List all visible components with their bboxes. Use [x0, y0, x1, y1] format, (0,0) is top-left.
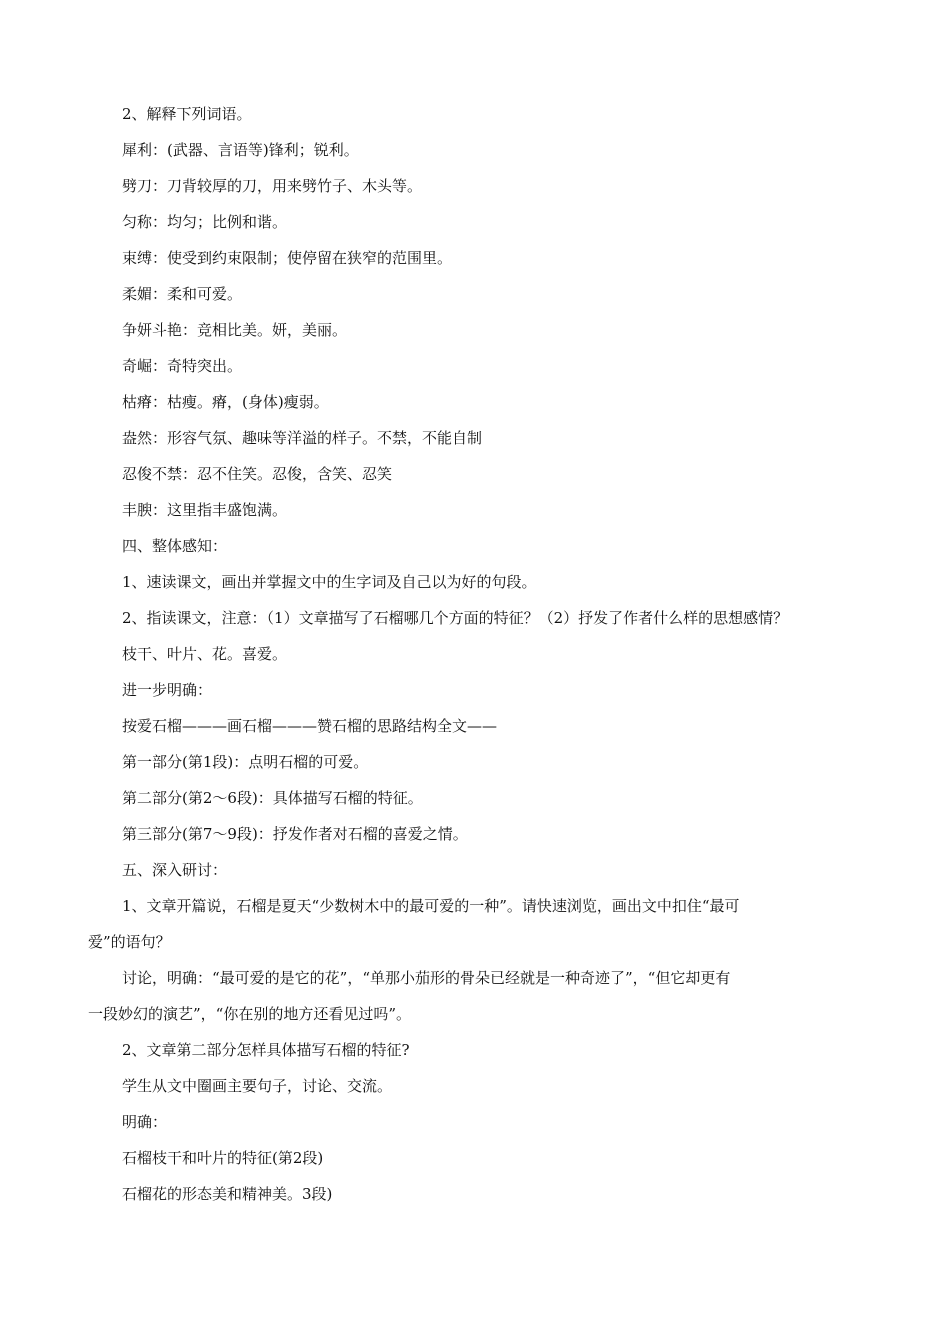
text-line: 四、整体感知： [122, 537, 228, 555]
text-line: 石榴花的形态美和精神美。3段) [122, 1185, 333, 1203]
text-line: 1、文章开篇说，石榴是夏天“少数树木中的最可爱的一种”。请快速浏览，画出文中扣住“最可 [122, 897, 740, 915]
text-line: 争妍斗艳：竞相比美。妍，美丽。 [122, 321, 348, 339]
text-line: 1、速读课文，画出并掌握文中的生字词及自己以为好的句段。 [122, 573, 537, 591]
text-line: 第三部分(第7～9段)：抒发作者对石榴的喜爱之情。 [122, 825, 468, 843]
text-line: 束缚：使受到约束限制；使停留在狭窄的范围里。 [122, 249, 453, 267]
text-line: 盎然：形容气氛、趣味等洋溢的样子。不禁，不能自制 [122, 429, 483, 447]
text-line: 柔媚：柔和可爱。 [122, 285, 243, 303]
text-line: 学生从文中圈画主要句子，讨论、交流。 [122, 1077, 393, 1095]
text-line: 爱”的语句？ [88, 933, 171, 951]
text-line: 石榴枝干和叶片的特征(第2段) [122, 1149, 324, 1167]
text-line: 2、文章第二部分怎样具体描写石榴的特征? [122, 1041, 410, 1059]
text-line: 忍俊不禁：忍不住笑。忍俊，含笑、忍笑 [122, 465, 393, 483]
text-line: 按爱石榴———画石榴———赞石榴的思路结构全文—— [122, 717, 498, 735]
text-line: 一段妙幻的演艺”，“你在别的地方还看见过吗”。 [88, 1005, 412, 1023]
text-line: 讨论，明确：“最可爱的是它的花”，“单那小茄形的骨朵已经就是一种奇迹了”，“但它却更有 [122, 969, 731, 987]
text-line: 第一部分(第1段)：点明石榴的可爱。 [122, 753, 369, 771]
text-line: 第二部分(第2～6段)：具体描写石榴的特征。 [122, 789, 423, 807]
text-line: 劈刀：刀背较厚的刀，用来劈竹子、木头等。 [122, 177, 423, 195]
text-line: 五、深入研讨： [122, 861, 228, 879]
text-line: 枝干、叶片、花。喜爱。 [122, 645, 288, 663]
text-line: 犀利：(武器、言语等)锋利；锐利。 [122, 141, 359, 159]
text-line: 2、解释下列词语。 [122, 105, 252, 123]
text-line: 匀称：均匀；比例和谐。 [122, 213, 288, 231]
text-line: 明确： [122, 1113, 168, 1131]
text-line: 进一步明确： [122, 681, 213, 699]
document-body [88, 96, 868, 1212]
text-line: 枯瘠：枯瘦。瘠，(身体)瘦弱。 [122, 393, 329, 411]
text-line: 丰腴：这里指丰盛饱满。 [122, 501, 288, 519]
text-line: 2、指读课文，注意：（1）文章描写了石榴哪几个方面的特征？（2）抒发了作者什么样的思想感情？ [122, 609, 789, 627]
text-line: 奇崛：奇特突出。 [122, 357, 243, 375]
